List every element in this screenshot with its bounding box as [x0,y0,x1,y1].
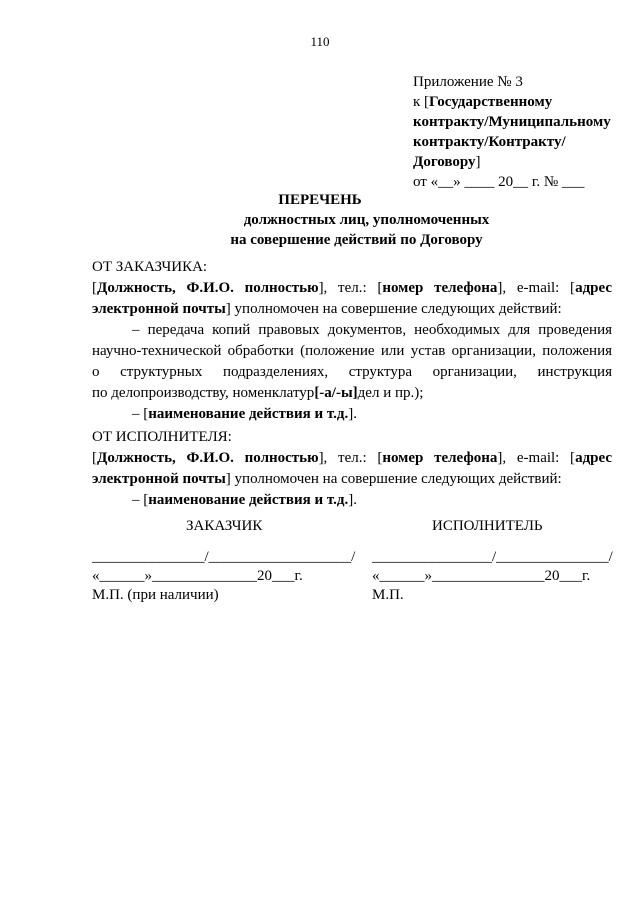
customer-action-text: о структурных подразделениях, структура организации, инструкция [92,364,612,380]
signature-date: «______»_______________20___г. [372,568,591,584]
customer-action-text: научно-технической обработки (положение или устав организации, положения [92,343,612,359]
appendix-number: Приложение № 3 [413,74,523,90]
document-title [0,190,640,250]
contractor-person-line: [Должность, Ф.И.О. полностью], тел.: [номер телефона], e-mail: [адрес [92,450,612,466]
customer-action-item: – передача копий правовых документов, необходимых для проведения [132,322,612,338]
seal-place: М.П. (при наличии) [92,587,219,603]
signature-customer-block [92,548,355,605]
contractor-heading: ОТ ИСПОЛНИТЕЛЯ: [92,429,232,445]
customer-action-text: по делопроизводству, номенклатур[-а/-ы]дел и пр.); [92,385,424,401]
appendix-contract-line: Договору] [413,154,481,170]
title-subtitle: на совершение действий по Договору [230,232,483,248]
customer-heading: ОТ ЗАКАЗЧИКА: [92,259,208,275]
signature-contractor-block [372,548,613,605]
signature-contractor-heading: ИСПОЛНИТЕЛЬ [432,518,543,534]
contractor-action-item: – [наименование действия и т.д.]. [132,492,357,508]
signature-line: ________________/_______________/ [372,549,613,565]
appendix-reference [413,72,611,192]
appendix-contract-line: к [Государственному [413,94,553,110]
page-number: 110 [310,34,330,49]
contractor-section [92,427,612,511]
customer-section [92,257,612,425]
seal-place: М.П. [372,587,404,603]
title-main: ПЕРЕЧЕНЬ [278,192,362,208]
appendix-contract-line: контракту/Муниципальному [413,114,611,130]
signature-line: _______________/___________________/ [92,549,356,565]
customer-action-item: – [наименование действия и т.д.]. [132,406,357,422]
appendix-contract-line: контракту/Контракту/ [413,134,566,150]
signature-date: «______»______________20___г. [92,568,303,584]
customer-person-line: [Должность, Ф.И.О. полностью], тел.: [номер телефона], e-mail: [адрес [92,280,612,296]
customer-person-line: электронной почты] уполномочен на совершение следующих действий: [92,301,562,317]
contractor-person-line: электронной почты] уполномочен на совершение следующих действий: [92,471,562,487]
signature-customer-heading: ЗАКАЗЧИК [186,518,263,534]
title-subtitle: должностных лиц, уполномоченных [243,212,490,228]
appendix-date-line: от «__» ____ 20__ г. № ___ [413,174,585,190]
